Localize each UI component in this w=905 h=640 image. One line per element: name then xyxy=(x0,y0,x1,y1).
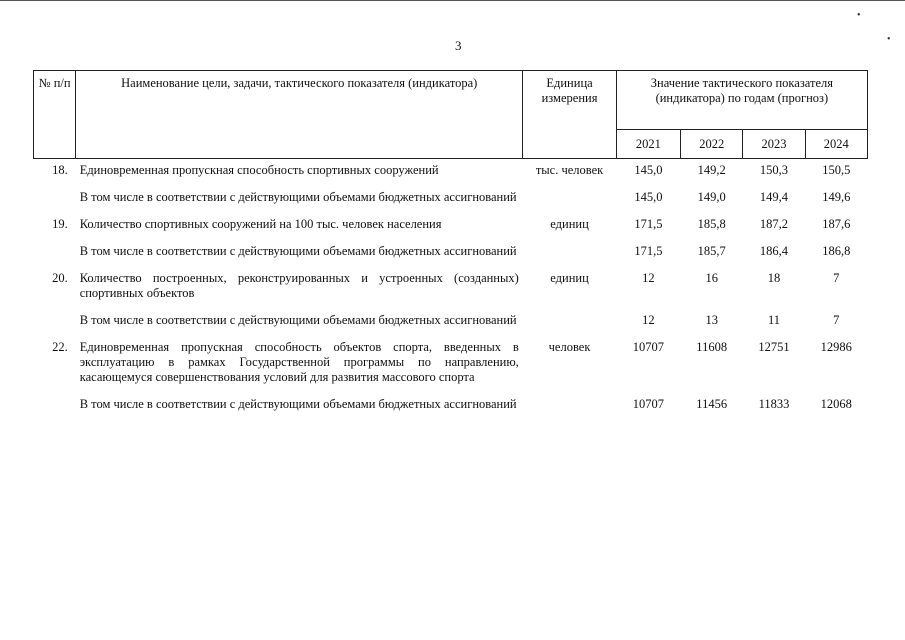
row-name: В том числе в соответствии с действующими объемами бюджетных ассигнований xyxy=(79,397,517,411)
value-2021: 145,0 xyxy=(634,163,663,177)
value-2023: 149,4 xyxy=(759,190,789,204)
value-2023: 186,4 xyxy=(759,244,789,258)
top-border-line xyxy=(0,0,905,1)
indicator-table xyxy=(33,70,868,418)
row-name: В том числе в соответствии с действующими объемами бюджетных ассигнований xyxy=(79,190,517,204)
row-name: В том числе в соответствии с действующими объемами бюджетных ассигнований xyxy=(79,313,517,327)
row-unit: человек xyxy=(548,340,591,354)
value-2021: 10707 xyxy=(632,340,665,354)
value-2024: 7 xyxy=(833,313,840,327)
value-2021: 145,0 xyxy=(634,190,663,204)
scan-speck: • xyxy=(887,34,891,45)
value-2023: 11833 xyxy=(758,397,790,411)
row-number: 19. xyxy=(52,217,68,231)
table-row xyxy=(34,265,868,303)
scan-speck: • xyxy=(857,10,861,21)
row-number xyxy=(34,303,76,334)
row-unit xyxy=(523,387,616,418)
row-name: Единовременная пропускная способность спортивных сооружений xyxy=(79,163,439,177)
value-2022: 11608 xyxy=(696,340,728,354)
row-number xyxy=(34,387,76,418)
table-row xyxy=(34,180,868,211)
row-unit: единиц xyxy=(550,271,589,285)
value-2024: 149,6 xyxy=(822,190,851,204)
value-2023: 187,2 xyxy=(759,217,789,231)
header-year-2023: 2023 xyxy=(743,130,805,159)
table-row xyxy=(34,211,868,234)
value-2024: 12068 xyxy=(820,397,852,411)
value-2021: 171,5 xyxy=(634,244,663,258)
value-2021: 10707 xyxy=(632,397,665,411)
value-2024: 12986 xyxy=(820,340,852,354)
row-name: В том числе в соответствии с действующими объемами бюджетных ассигнований xyxy=(79,244,517,258)
row-unit: тыс. человек xyxy=(535,163,604,177)
table-row xyxy=(34,234,868,265)
header-num: № п/п xyxy=(34,71,76,159)
value-2024: 187,6 xyxy=(822,217,851,231)
row-name: Количество спортивных сооружений на 100 тыс. человек населения xyxy=(79,217,442,231)
row-unit xyxy=(523,303,616,334)
row-number xyxy=(34,180,76,211)
value-2022: 149,2 xyxy=(697,163,726,177)
header-year-2022: 2022 xyxy=(681,130,743,159)
value-2022: 11456 xyxy=(696,397,728,411)
row-unit xyxy=(523,234,616,265)
value-2024: 150,5 xyxy=(822,163,851,177)
header-unit: Единица измерения xyxy=(523,71,616,159)
row-number: 20. xyxy=(52,271,68,285)
value-2021: 12 xyxy=(642,271,655,285)
value-2022: 185,7 xyxy=(697,244,726,258)
header-year-2021: 2021 xyxy=(616,130,680,159)
value-2022: 149,0 xyxy=(697,190,726,204)
value-2024: 7 xyxy=(833,271,840,285)
row-number: 18. xyxy=(52,163,68,177)
header-year-2024: 2024 xyxy=(805,130,867,159)
value-2023: 12751 xyxy=(758,340,790,354)
table-row xyxy=(34,159,868,181)
value-2023: 150,3 xyxy=(759,163,789,177)
value-2022: 13 xyxy=(705,313,718,327)
row-unit: единиц xyxy=(550,217,589,231)
row-number: 22. xyxy=(52,340,68,354)
header-name: Наименование цели, задачи, тактического показателя (индикатора) xyxy=(76,71,523,159)
value-2021: 171,5 xyxy=(634,217,663,231)
table-row xyxy=(34,303,868,334)
value-2024: 186,8 xyxy=(822,244,851,258)
row-number xyxy=(34,234,76,265)
value-2022: 185,8 xyxy=(697,217,726,231)
row-name: Единовременная пропускная способность объектов спорта, введенных в эксплуатацию в рамках Государственной программы по направлению, касающемуся совершенствования условий для развития массового спорта xyxy=(79,340,519,384)
value-2021: 12 xyxy=(642,313,655,327)
page-number: 3 xyxy=(455,38,462,53)
table-row xyxy=(34,334,868,387)
value-2023: 18 xyxy=(767,271,781,285)
table-row xyxy=(34,387,868,418)
row-name: Количество построенных, реконструированных и устроенных (созданных) спортивных объектов xyxy=(79,271,519,300)
value-2023: 11 xyxy=(767,313,780,327)
value-2022: 16 xyxy=(705,271,718,285)
header-values: Значение тактического показателя (индикатора) по годам (прогноз) xyxy=(616,71,867,130)
row-unit xyxy=(523,180,616,211)
